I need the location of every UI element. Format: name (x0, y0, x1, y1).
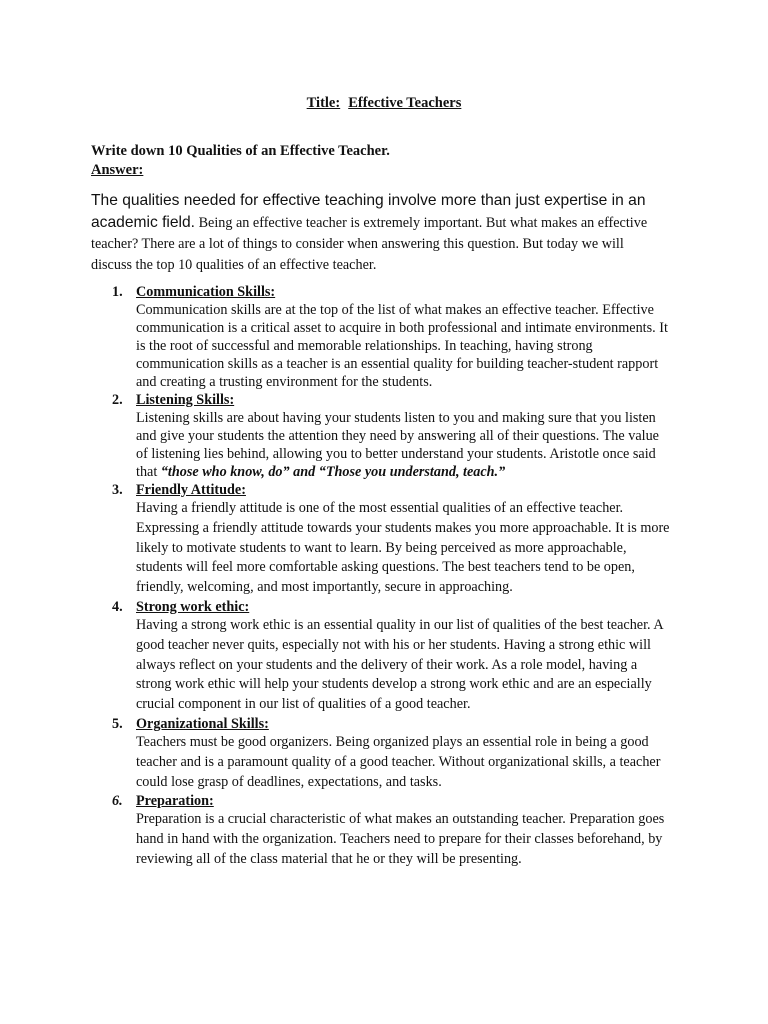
aristotle-quote: “those who know, do” and “Those you understand, teach.” (160, 464, 506, 480)
item-body: Having a strong work ethic is an essential quality in our list of qualities of the best teacher. A good teacher never quits, especially not with his or her students. Having a strong ethic will always reflect on your students and the delivery of their work. As a role model, having a strong work ethic will help your students develop a strong work ethic and are an especially crucial component in our list of qualities of a good teacher. (136, 616, 663, 713)
item-body: Preparation is a crucial characteristic of what makes an outstanding teacher. Preparation goes hand in hand with the organization. Teachers need to prepare for their classes beforehand, by reviewing all of the class material that he or they will be presenting. (136, 811, 665, 867)
item-body: Teachers must be good organizers. Being organized plays an essential role in being a good teacher and is a paramount quality of a good teacher. Without organizational skills, a teacher could lose grasp of deadlines, expectations, and tasks. (136, 733, 661, 790)
item-heading: Organizational Skills: (136, 715, 269, 732)
title-prefix: Title: (306, 95, 341, 111)
list-item (91, 598, 671, 715)
title-text: Effective Teachers (348, 95, 462, 111)
item-body (136, 409, 671, 481)
item-heading: Communication Skills: (136, 284, 276, 300)
answer-label: Answer: (91, 162, 144, 178)
list-item (91, 481, 671, 598)
item-number: 1. (112, 284, 123, 300)
list-item (91, 283, 671, 391)
qualities-list (91, 283, 671, 870)
intro-rest-text: Being an effective teacher is extremely important. But what makes an effective teacher? There are a lot of things to consider when answering this question. But today we will discuss the top 10 qualities of an effective teacher. (91, 215, 648, 273)
item-body-text: Listening skills are about having your students listen to you and making sure that you listen and give your students the attention they need by answering all of their questions. The value of listening lies behind, allowing you to better understand your students. Aristotle once said that (136, 410, 659, 480)
question-text: Write down 10 Qualities of an Effective Teacher. (91, 143, 390, 159)
question-block (91, 142, 390, 180)
item-number: 5. (112, 715, 123, 732)
item-number: 4. (112, 598, 123, 615)
intro-lead-text: The qualities needed for effective teaching involve more than just expertise in an academic field. (91, 192, 646, 231)
item-heading: Listening Skills: (136, 392, 235, 408)
list-item (91, 792, 671, 869)
item-number: 3. (112, 482, 123, 498)
item-heading: Preparation: (136, 793, 214, 810)
item-number: 2. (112, 392, 123, 408)
item-body: Communication skills are at the top of the list of what makes an effective teacher. Effective communication is a critical asset to acquire in both professional and intimate environments. It is the root of successful and memorable relationships. In teaching, having strong communication skills as a teacher is an essential quality for building teacher-student rapport and creating a trusting environment for the students. (136, 302, 668, 390)
item-heading: Friendly Attitude: (136, 482, 246, 498)
item-heading: Strong work ethic: (136, 598, 250, 615)
list-item (91, 391, 671, 481)
intro-paragraph (91, 190, 651, 276)
list-item (91, 715, 671, 792)
item-body: Having a friendly attitude is one of the most essential qualities of an effective teacher. Expressing a friendly attitude towards your students makes you more approachable. It is more likely to motivate students to want to learn. By being perceived as more approachable, students will feel more comfortable asking questions. The best teachers tend to be open, friendly, welcoming, and most importantly, secure in approaching. (136, 500, 670, 596)
item-number: 6. (112, 793, 123, 810)
document-title (0, 94, 768, 112)
